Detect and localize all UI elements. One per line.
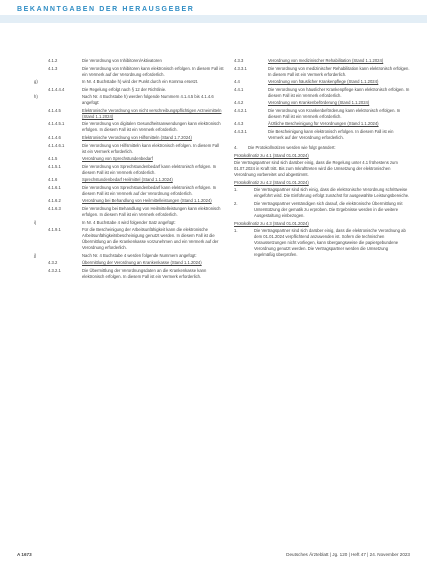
left-entry-row: [34, 143, 224, 155]
entry-text: Verordnung von häuslicher Krankenpflege (Stand 1.1.2024): [268, 79, 379, 85]
entry-letter: [34, 164, 48, 176]
left-entry-row: [34, 198, 224, 204]
left-entry-row: [34, 94, 224, 106]
entry-text: Übermittlung der Verordnung an Krankenkasse (Stand 1.1.2024): [82, 260, 202, 266]
left-entry-row: [34, 260, 224, 266]
left-entry-row: [34, 253, 224, 259]
entry-letter: [34, 108, 48, 120]
entry-text: Nach Nr. 4 Buchstabe h) werden folgende Nummern 4.1.4.5 bis 4.1.4.6 angefügt:: [82, 94, 214, 106]
section-number: 4.: [234, 145, 238, 151]
entry-text: Die Verordnung von Sprechstundenbedarf kann elektronisch erfolgen. In diesem Fall ist ein Vermerk auf der Verordnung erforderlich.: [82, 184, 217, 196]
entry-text: Elektronische Verordnung von nicht verschreibungspflichtigen Arzneimitteln (Stand 1.1.2024): [82, 107, 222, 119]
entry-text: Die Verordnung von medizinischer Rehabilitation kann elektronisch erfolgen. In diesem Fall ist ein Vermerk erforderlich.: [268, 65, 410, 77]
entry-number: 4.4.2.1: [234, 107, 247, 113]
entry-text: Die Verordnung von Inhibitoren/Aktivatoren: [82, 58, 162, 63]
section-heading-row: [234, 145, 410, 151]
section-heading: Die Protokollnotizen werden wie folgt geändert:: [248, 145, 336, 151]
entry-number: 4.3.2.1: [48, 267, 61, 273]
left-entry-row: [34, 66, 224, 78]
left-entry-row: [34, 268, 224, 280]
numbered-item: [234, 201, 410, 219]
right-entry-row: [234, 121, 410, 127]
item-text: Die Vertragspartner sind sich einig, dass die elektronische Verordnung schrittweise eingeführt wird. Die Einführung erfolgt zunächst für ausgewählte Leistungsbereiche.: [254, 187, 410, 199]
left-entry-row: [34, 206, 224, 218]
left-entry-row: [34, 177, 224, 183]
entry-number: 4.4.1: [234, 86, 244, 92]
right-entry-row: [234, 58, 410, 64]
entry-text: In Nr. 4 Buchstabe h) wird der Punkt durch ein Komma ersetzt.: [82, 79, 199, 85]
entry-number: 4.4: [234, 79, 240, 85]
left-entry-row: [34, 121, 224, 133]
entry-letter: [34, 143, 48, 155]
entry-number: 4.1.5.1: [48, 163, 61, 169]
entry-number: 4.1.6.3: [48, 205, 61, 211]
entry-text: Verordnung von Krankenbeförderung (Stand 1.1.2024): [268, 100, 370, 106]
entry-letter: i): [34, 219, 37, 225]
entry-text: Verordnung von medizinischer Rehabilitation (Stand 1.1.2024): [268, 58, 384, 63]
numbered-item: [234, 187, 410, 199]
page-number: A 1673: [17, 552, 32, 557]
entry-letter: j): [34, 252, 37, 258]
entry-letter: [34, 135, 48, 141]
entry-text: Die Verordnung von Krankenbeförderung kann elektronisch erfolgen. In diesem Fall ist ein Vermerk erforderlich.: [268, 107, 401, 119]
entry-letter: [34, 58, 48, 64]
entry-number: [48, 94, 82, 106]
entry-number: 4.3.3.1: [234, 65, 247, 71]
entry-number: 4.1.4.5: [48, 107, 61, 113]
entry-letter: [34, 87, 48, 93]
entry-text: Elektronische Verordnung von Hilfsmitteln (Stand 1.7.2024): [82, 135, 192, 141]
entry-text: Die Verordnung von digitalen Gesundheitsanwendungen kann elektronisch erfolgen. In diesem Fall ist ein Vermerk erforderlich.: [82, 121, 221, 133]
item-text: Die Vertragspartner verständigen sich darauf, die elektronische Übermittlung mit Unterstützung der gematik zu erproben. Die Ergebnisse werden in die weitere Ausgestaltung einbezogen.: [254, 200, 403, 219]
left-entry-row: [34, 135, 224, 141]
entry-number: 4.1.3: [48, 65, 58, 71]
protocol-note-b-title: Protokollnotiz zu 4.2 (Stand 01.01.2024): [234, 179, 309, 185]
entry-text: Die Verordnung von häuslicher Krankenpflege kann elektronisch erfolgen. In diesem Fall ist ein Vermerk erforderlich.: [268, 86, 410, 98]
entry-number: [48, 79, 82, 85]
item-number: 1.: [234, 187, 238, 193]
entry-letter: [34, 121, 48, 133]
left-entry-row: [34, 156, 224, 162]
entry-number: 4.3.2: [48, 260, 58, 266]
entry-letter: [34, 156, 48, 162]
entry-number: 4.1.4.6: [48, 135, 61, 141]
left-entry-row: [34, 87, 224, 93]
protocol-note-a-title: Protokollnotiz zu 4.1 (Stand 01.01.2024): [234, 152, 309, 158]
entry-number: [48, 253, 82, 259]
left-entry-row: [34, 220, 224, 226]
entry-number: 4.4.3.1: [234, 128, 247, 134]
right-column: [234, 58, 410, 260]
entry-number: 4.1.6.2: [48, 198, 61, 204]
left-entry-row: [34, 58, 224, 64]
entry-letter: [34, 177, 48, 183]
entry-text: Die Verordnung bei Behandlung von Heilmittelleistungen kann elektronisch erfolgen. In diesem Fall ist ein Vermerk erforderlich.: [82, 205, 221, 218]
page-header: [0, 0, 427, 28]
entry-text: Nach Nr. 4 Buchstabe 4 werden folgende Nummern angefügt:: [82, 252, 197, 258]
entry-number: 4.3.3: [234, 58, 244, 63]
entry-number: 4.1.6: [48, 177, 58, 183]
entry-number: 4.1.2: [48, 58, 58, 63]
protocol-note-c-title: Protokollnotiz zu 4.3 (Stand 01.01.2024): [234, 220, 309, 226]
entry-text: Die Verordnung von Inhibitoren kann elektronisch erfolgen. In diesem Fall ist ein Vermerk auf der Verordnung erforderlich.: [82, 65, 224, 77]
left-entry-row: [34, 108, 224, 120]
entry-number: 4.4.3: [234, 121, 244, 127]
left-entry-row: [34, 227, 224, 251]
entry-text: Für die Bescheinigung der Arbeitsunfähigkeit kann die elektronische Arbeitsunfähigkeitsbescheinigung genutzt werden. In diesem Fall ist die Übermittlung an die Krankenkasse vorzunehmen und ein Vermerk auf der Verordnung erforderlich.: [82, 227, 219, 251]
entry-number: 4.1.4.5.1: [48, 121, 65, 127]
entry-text: Die Verordnung von Sprechstundenbedarf kann elektronisch erfolgen. In diesem Fall ist ein Vermerk erforderlich.: [82, 163, 217, 175]
entry-letter: h): [34, 94, 38, 100]
protocol-note-b-items: [234, 187, 410, 219]
right-entries: [234, 58, 410, 141]
right-entry-row: [234, 79, 410, 85]
entry-letter: [34, 206, 48, 218]
entry-number: 4.1.9.1: [48, 227, 61, 233]
entry-letter: [34, 66, 48, 78]
right-entry-row: [234, 87, 410, 99]
entry-text: Die Verordnung von Hilfsmitteln kann elektronisch erfolgen. In diesem Fall ist ein Vermerk erforderlich.: [82, 142, 220, 154]
protocol-note-a-text: Die Vertragspartner sind sich darüber einig, dass die Regelung unter 4.1 frühestens zum 01.07.2024 in Kraft tritt. Bis zum Inkrafttreten wird die Umsetzung der elektronischen Verordnung vorbereitet und abgestimmt.: [234, 160, 398, 178]
entry-number: 4.1.4.4.4: [48, 86, 65, 92]
numbered-item: [234, 228, 410, 258]
entry-text: Verordnung von Sprechstundenbedarf: [82, 156, 153, 162]
right-entry-row: [234, 100, 410, 106]
entry-text: In Nr. 4 Buchstabe 4 wird folgender Satz angefügt:: [82, 219, 176, 225]
entry-number: 4.1.4.6.1: [48, 142, 65, 148]
header-title: BEKANNTGABEN DER HERAUSGEBER: [17, 6, 195, 13]
right-entry-row: [234, 129, 410, 141]
entry-letter: [34, 198, 48, 204]
journal-citation: Deutsches Ärzteblatt | Jg. 120 | Heft 47 | 24. November 2023: [286, 552, 410, 557]
entry-text: Sprechstundenbedarf Heilmittel (Stand 1.1.2024): [82, 177, 173, 183]
entry-text: Die Übermittlung der Verordnungsdaten an die Krankenkasse kann elektronisch erfolgen. In diesem Fall ist ein Vermerk erforderlich.: [82, 267, 207, 279]
entry-letter: [34, 268, 48, 280]
item-number: 1.: [234, 228, 238, 234]
entry-text: Ärztliche Bescheinigung für Verordnungen (Stand 1.1.2024): [268, 121, 379, 127]
entry-text: Verordnung bei Behandlung von Heilmittelleistungen (Stand 1.1.2024): [82, 198, 212, 204]
entry-letter: g): [34, 79, 38, 85]
item-number: 2.: [234, 200, 238, 206]
header-bar: [0, 15, 427, 23]
entry-text: Die Regelung erfolgt nach § 12 der Richtlinie.: [82, 86, 167, 92]
protocol-note-c-items: [234, 228, 410, 258]
entry-number: 4.1.6.1: [48, 184, 61, 190]
right-entry-row: [234, 108, 410, 120]
item-text: Die Vertragspartner sind sich darüber einig, dass die elektronische Verordnung ab dem 01.01.2024 verpflichtend anzuwenden ist. Sofern die technischen Voraussetzungen nicht vorliegen, kann übergangsweise die papiergebundene Verordnung genutzt werden. Die Vertragspartner werden die Umsetzung regelmäßig überprüfen.: [254, 228, 406, 258]
left-entry-row: [34, 164, 224, 176]
entry-letter: [34, 185, 48, 197]
entry-letter: [34, 260, 48, 266]
entry-number: 4.1.5: [48, 156, 58, 162]
right-entry-row: [234, 66, 410, 78]
entry-number: [48, 220, 82, 226]
left-column: [34, 58, 224, 282]
entry-number: 4.4.2: [234, 100, 244, 106]
entry-letter: [34, 227, 48, 251]
entry-text: Die Bescheinigung kann elektronisch erfolgen. In diesem Fall ist ein Vermerk auf der Verordnung erforderlich.: [268, 128, 394, 141]
left-entry-row: [34, 79, 224, 85]
left-entry-row: [34, 185, 224, 197]
